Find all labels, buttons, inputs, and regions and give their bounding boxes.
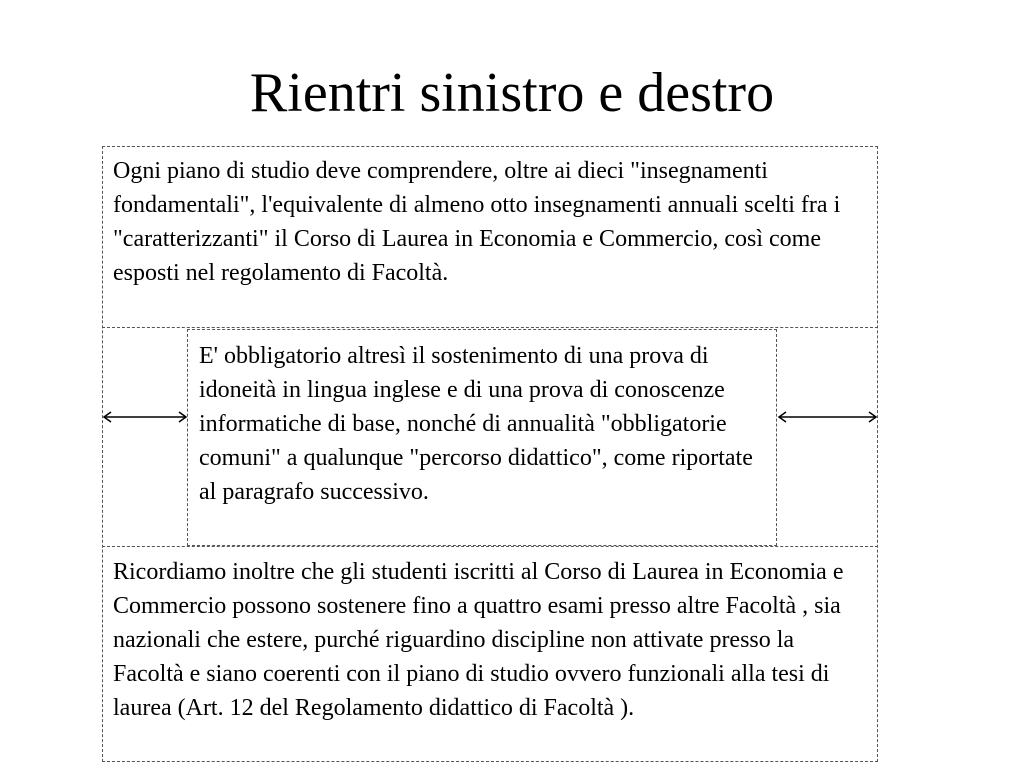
paragraph-indented: E' obbligatorio altresì il sostenimento di una prova di idoneità in lingua inglese e di una prova di conoscenze informatiche di base, nonché di annualità "obbligatorie comuni" a qualunque "percorso didattico", come riportate al paragrafo successivo. — [187, 329, 777, 546]
paragraph-first: Ogni piano di studio deve comprendere, oltre ai dieci "insegnamenti fondamentali", l'equivalente di almeno otto insegnamenti annuali scelti fra i "caratterizzanti" il Corso di Laurea in Economia e Commercio, così come esposti nel regolamento di Facoltà. — [102, 146, 878, 328]
left-indent-arrow-icon — [102, 408, 188, 426]
right-indent-arrow-icon — [777, 408, 878, 426]
slide-title: Rientri sinistro e destro — [249, 62, 775, 124]
paragraph-last: Ricordiamo inoltre che gli studenti iscritti al Corso di Laurea in Economia e Commercio possono sostenere fino a quattro esami presso altre Facoltà , sia nazionali che estere, purché riguardino discipline non attivate presso la Facoltà e siano coerenti con il piano di studio ovvero funzionali alla tesi di laurea (Art. 12 del Regolamento didattico di Facoltà ). — [102, 546, 878, 762]
